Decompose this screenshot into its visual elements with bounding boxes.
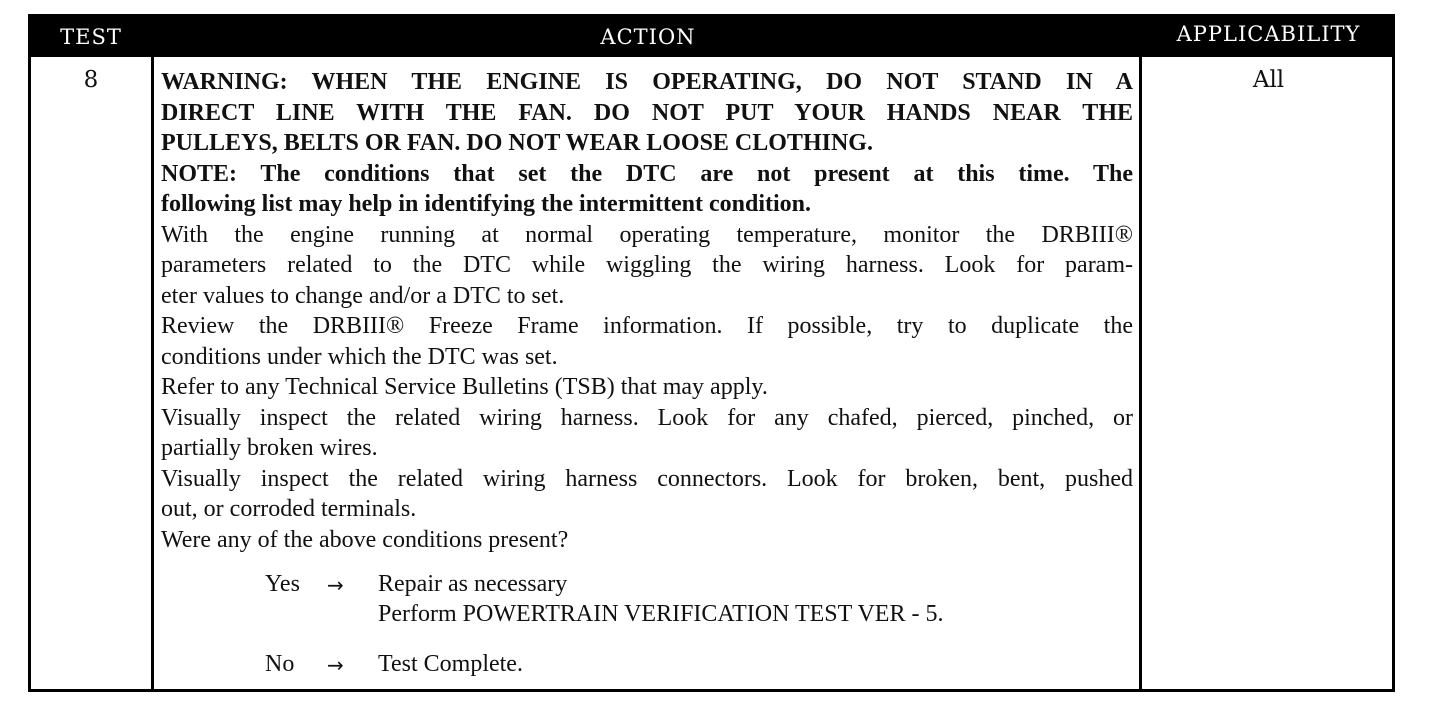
right-arrow-icon: → [327, 573, 344, 597]
yes-action: Repair as necessary [378, 571, 568, 597]
instruction-line: Review the DRBIII® Freeze Frame information. If possible, try to duplicate the [161, 313, 1133, 339]
question-line: Were any of the above conditions present? [161, 526, 569, 553]
instruction-line: Refer to any Technical Service Bulletins (TSB) that may apply. [161, 374, 768, 400]
instruction-line: Visually inspect the related wiring harness connectors. Look for broken, bent, pushed [161, 465, 1133, 492]
header-applicability: APPLICABILITY [1176, 22, 1361, 46]
warning-line: PULLEYS, BELTS OR FAN. DO NOT WEAR LOOSE CLOTHING. [161, 130, 873, 156]
header-action: ACTION [600, 25, 696, 49]
warning-line: DIRECT LINE WITH THE FAN. DO NOT PUT YOUR HANDS NEAR THE [161, 99, 1133, 126]
no-label: No [265, 651, 295, 677]
instruction-line: With the engine running at normal operating temperature, monitor the DRBIII® [161, 221, 1133, 248]
warning-line: WARNING: WHEN THE ENGINE IS OPERATING, DO NOT STAND IN A [161, 69, 1133, 95]
instruction-line: parameters related to the DTC while wiggling the wiring harness. Look for param- [161, 252, 1133, 278]
note-line: NOTE: The conditions that set the DTC are not present at this time. The [161, 160, 1133, 187]
yes-action: Perform POWERTRAIN VERIFICATION TEST VER - 5. [378, 601, 944, 627]
test-number: 8 [83, 67, 99, 93]
note-line: following list may help in identifying the intermittent condition. [161, 191, 812, 217]
applicability-value: All [1252, 67, 1285, 93]
header-test: TEST [60, 25, 122, 49]
table-header [31, 17, 1392, 57]
no-action: Test Complete. [378, 651, 523, 677]
instruction-line: eter values to change and/or a DTC to set. [161, 282, 565, 309]
right-arrow-icon: → [327, 653, 344, 677]
instruction-line: conditions under which the DTC was set. [161, 343, 558, 370]
column-divider [151, 57, 154, 689]
instruction-line: partially broken wires. [161, 435, 378, 461]
diagnostic-test-table [28, 14, 1395, 692]
column-divider [1139, 57, 1142, 689]
yes-label: Yes [265, 571, 300, 597]
instruction-line: Visually inspect the related wiring harness. Look for any chafed, pierced, pinched, or [161, 404, 1133, 431]
instruction-line: out, or corroded terminals. [161, 496, 417, 522]
action-text [161, 67, 1133, 555]
